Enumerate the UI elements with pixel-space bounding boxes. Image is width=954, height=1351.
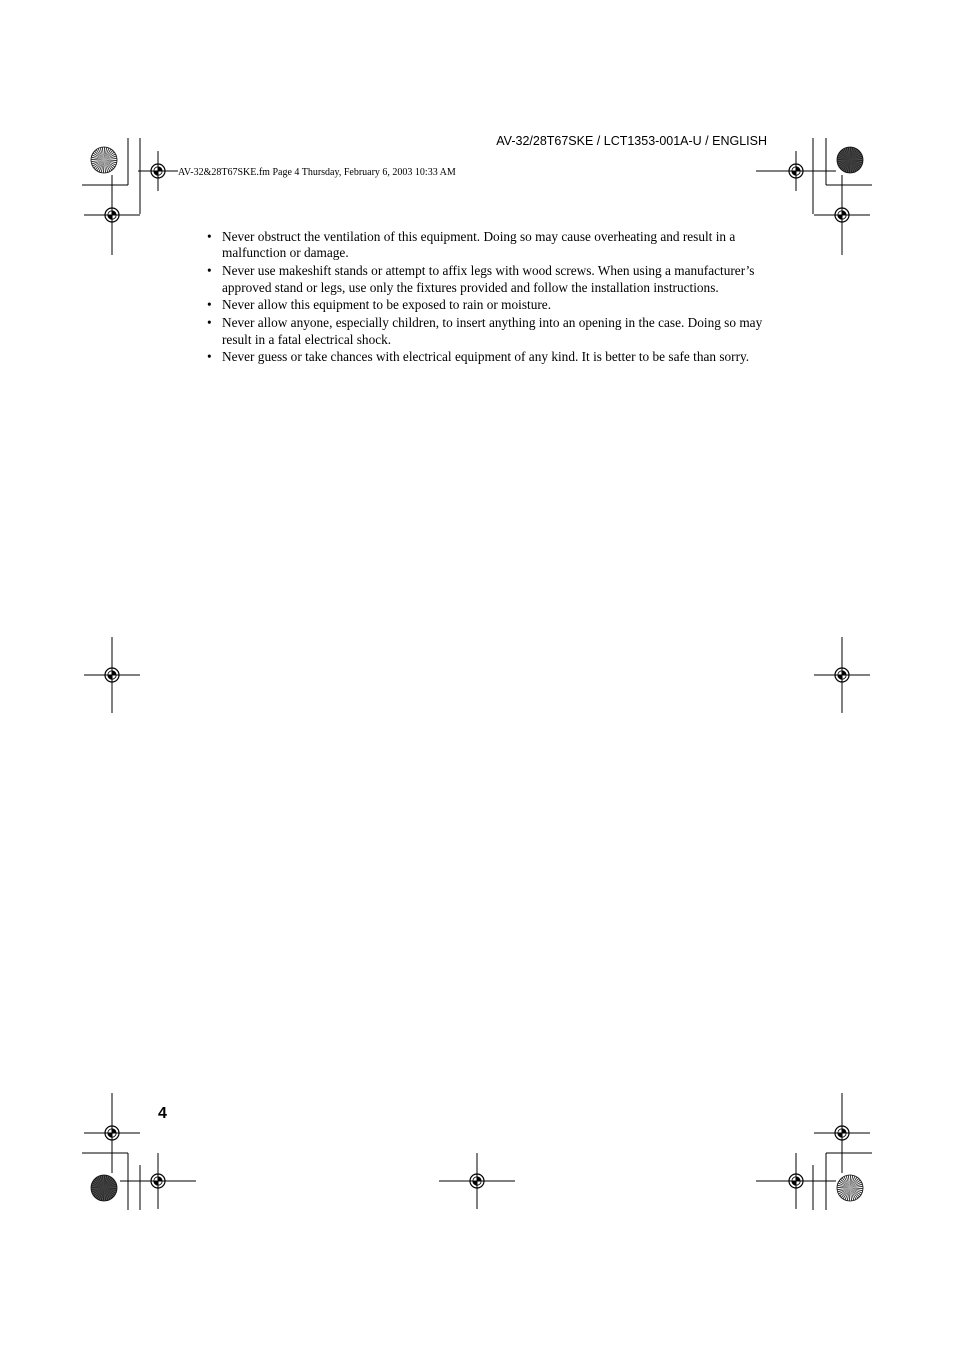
registration-target-icon: [84, 1093, 140, 1173]
color-starburst-icon: [837, 147, 863, 173]
registration-target-icon: [138, 151, 178, 191]
color-starburst-icon: [837, 1175, 863, 1201]
list-item: [206, 315, 772, 348]
model-header: AV-32/28T67SKE / LCT1353-001A-U / ENGLISH: [496, 134, 767, 148]
registration-target-icon: [756, 151, 836, 191]
color-starburst-icon: [91, 147, 117, 173]
list-item-text: Never obstruct the ventilation of this equipment. Doing so may cause overheating and result in a malfunction or damage.: [222, 229, 736, 261]
file-info-header: AV-32&28T67SKE.fm Page 4 Thursday, February 6, 2003 10:33 AM: [178, 167, 456, 178]
safety-bullet-list: [206, 229, 772, 367]
bullet-icon: •: [207, 315, 212, 331]
bullet-icon: •: [207, 297, 212, 313]
list-item: [206, 297, 772, 313]
list-item-text: Never allow this equipment to be exposed to rain or moisture.: [222, 297, 552, 313]
bullet-icon: •: [207, 263, 212, 279]
registration-target-icon: [120, 1153, 196, 1209]
list-item-text: Never allow anyone, especially children, to insert anything into an opening in the case. Doing so may result in a fatal electrical shock.: [222, 315, 763, 347]
list-item-text: Never guess or take chances with electrical equipment of any kind. It is better to be safe than sorry.: [222, 349, 750, 365]
registration-target-icon: [814, 637, 870, 713]
bullet-icon: •: [207, 349, 212, 365]
list-item: [206, 229, 772, 262]
bullet-icon: •: [207, 229, 212, 244]
list-item-text: Never use makeshift stands or attempt to affix legs with wood screws. When using a manufacturer’s approved stand or legs, use only the fixtures provided and follow the installation instructions.: [222, 263, 755, 295]
registration-target-icon: [756, 1153, 836, 1209]
registration-target-icon: [814, 1093, 870, 1173]
page-number: 4: [158, 1105, 167, 1122]
registration-target-icon: [84, 175, 140, 255]
color-starburst-icon: [91, 1175, 117, 1201]
registration-target-icon: [814, 175, 870, 255]
registration-target-icon: [439, 1153, 515, 1209]
list-item: [206, 349, 772, 365]
list-item: [206, 263, 772, 296]
registration-target-icon: [84, 637, 140, 713]
